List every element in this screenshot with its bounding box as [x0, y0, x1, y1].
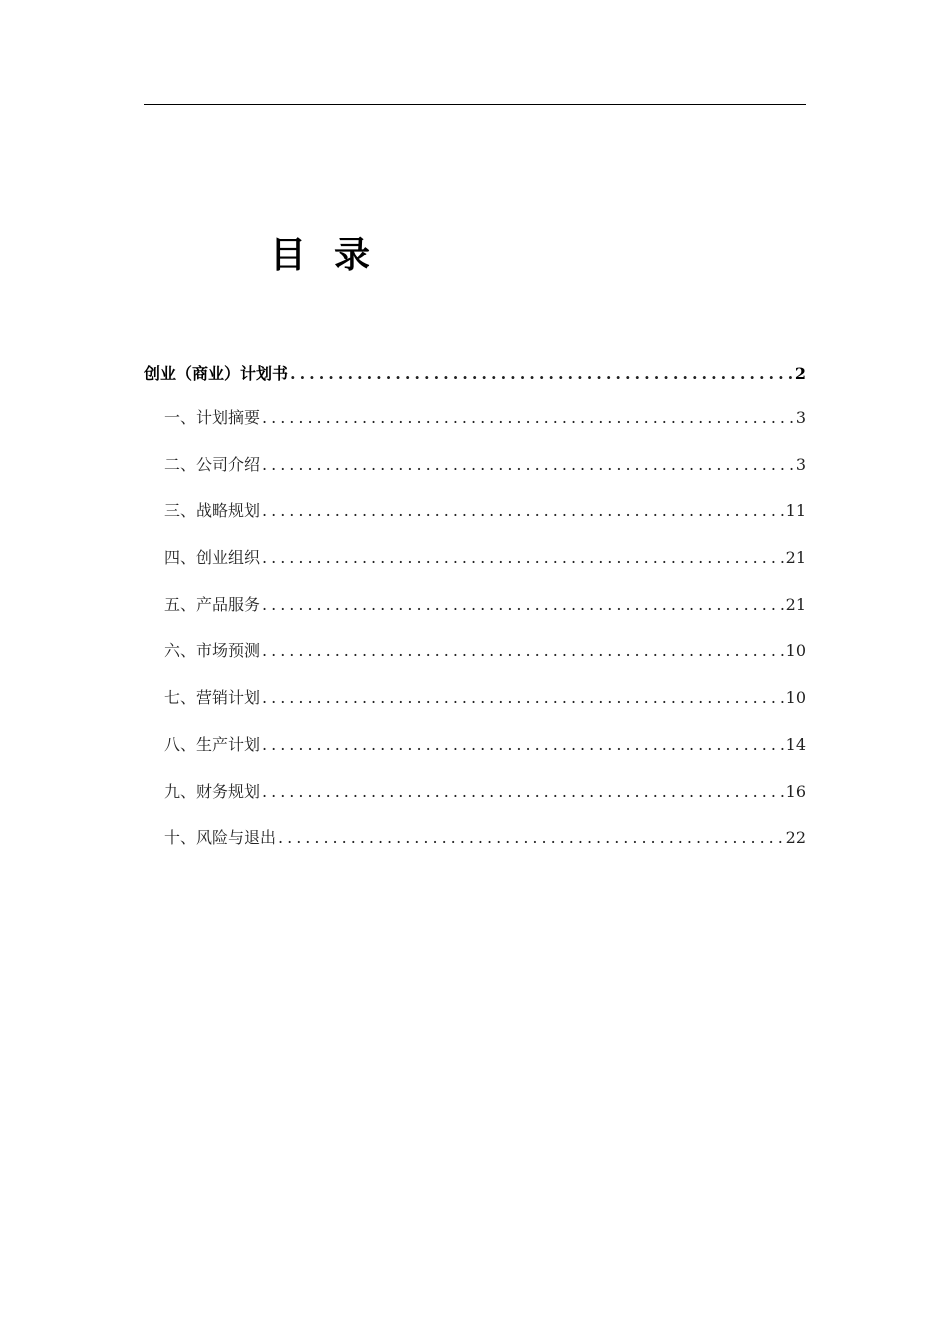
toc-dot-leader — [262, 778, 784, 806]
toc-dot-leader — [262, 497, 784, 525]
toc-page-number: 3 — [795, 454, 806, 474]
toc-page-number: 14 — [785, 734, 806, 754]
header-rule — [144, 104, 806, 105]
toc-dot-leader — [262, 544, 784, 572]
toc-entry-text: 创业（商业）计划书 — [144, 364, 289, 383]
toc-dot-leader — [262, 684, 784, 712]
toc-entry-financial-plan[interactable] — [144, 778, 806, 825]
toc-page-number: 3 — [795, 408, 806, 427]
toc-entry-organization[interactable] — [144, 544, 806, 591]
toc-page-number: 10 — [785, 641, 806, 661]
toc-entry-text: 三、战略规划 — [164, 501, 261, 521]
toc-entry-text: 四、创业组织 — [164, 548, 261, 568]
toc-dot-leader — [262, 731, 784, 759]
toc-page-number: 16 — [785, 781, 806, 801]
toc-entry-text: 七、营销计划 — [164, 688, 261, 708]
toc-entry-products-services[interactable] — [144, 591, 806, 638]
toc-dot-leader — [262, 451, 794, 479]
table-of-contents — [144, 360, 806, 871]
toc-entry-text: 二、公司介绍 — [164, 454, 261, 474]
toc-dot-leader — [262, 591, 784, 619]
toc-dot-leader — [262, 404, 794, 432]
toc-entry-market-forecast[interactable] — [144, 637, 806, 684]
toc-page-number: 21 — [785, 548, 806, 568]
toc-page-number: 21 — [785, 594, 806, 614]
toc-entry-strategy[interactable] — [144, 497, 806, 544]
toc-entry-marketing-plan[interactable] — [144, 684, 806, 731]
toc-entry-text: 八、生产计划 — [164, 734, 261, 754]
toc-page-number: 2 — [794, 364, 806, 383]
toc-entry-text: 九、财务规划 — [164, 781, 261, 801]
toc-entry-plan-summary[interactable] — [144, 404, 806, 451]
toc-page-number: 10 — [785, 688, 806, 708]
toc-entry-risk-exit[interactable] — [144, 824, 806, 871]
toc-entry-text: 五、产品服务 — [164, 594, 261, 614]
toc-entry-business-plan[interactable] — [144, 360, 806, 404]
toc-dot-leader — [290, 360, 793, 388]
toc-entry-production-plan[interactable] — [144, 731, 806, 778]
toc-dot-leader — [262, 637, 784, 665]
page-title: 目录 — [270, 235, 399, 276]
toc-dot-leader — [278, 824, 784, 852]
toc-entry-text: 六、市场预测 — [164, 641, 261, 661]
toc-page-number: 11 — [785, 501, 806, 521]
toc-entry-text: 十、风险与退出 — [164, 828, 277, 848]
toc-entry-text: 一、计划摘要 — [164, 408, 261, 427]
toc-entry-company-intro[interactable] — [144, 451, 806, 498]
toc-page-number: 22 — [785, 828, 806, 848]
